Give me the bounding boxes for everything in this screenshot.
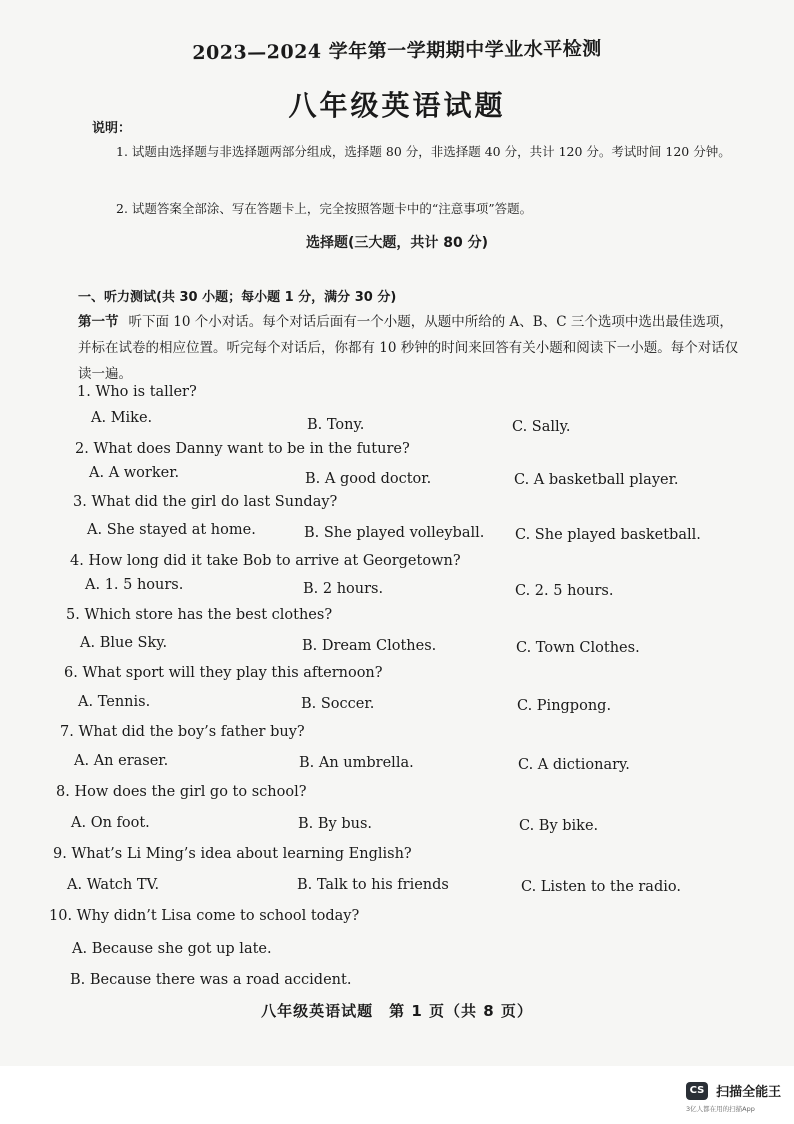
question: 3. What did the girl do last Sunday? xyxy=(73,494,338,510)
subject-title: 八年级英语试题 xyxy=(288,89,506,122)
question: 10. Why didn’t Lisa come to school today? xyxy=(49,908,360,924)
question: 6. What sport will they play this afternoon? xyxy=(64,665,383,681)
option-c: C. By bike. xyxy=(519,818,599,834)
option-a: A. Blue Sky. xyxy=(80,635,168,651)
option-a: A. Mike. xyxy=(91,410,153,426)
question: 8. How does the girl go to school? xyxy=(56,784,307,800)
option-a: A. Because she got up late. xyxy=(72,941,272,957)
sub-section-instructions xyxy=(78,309,742,387)
sub-section-text: 听下面 10 个小对话。每个对话后面有一个小题，从题中所给的 A、B、C 三个选项中选出最佳选项，并标在试卷的相应位置。听完每个对话后，你都有 10 秒钟的时间来回答有关小题和阅读下一小题。每个对话仅读一遍。 xyxy=(78,314,739,382)
question: 5. Which store has the best clothes? xyxy=(66,607,333,623)
notes-heading: 说明： xyxy=(92,121,132,136)
option-c: C. Listen to the radio. xyxy=(521,879,681,895)
option-a: A. A worker. xyxy=(89,465,180,481)
watermark-name: 扫描全能王 xyxy=(716,1085,782,1100)
option-c: C. She played basketball. xyxy=(515,527,701,543)
sub-section-label: 第一节 xyxy=(78,314,119,330)
option-a: A. On foot. xyxy=(71,815,150,831)
watermark-tagline: 3亿人都在用的扫描App xyxy=(686,1105,755,1113)
option-b: B. A good doctor. xyxy=(305,471,432,487)
page-footer: 八年级英语试题 第 1 页（共 8 页） xyxy=(261,1002,533,1020)
exam-title: 2023—2024 学年第一学期期中学业水平检测 xyxy=(192,37,602,65)
option-b: B. Dream Clothes. xyxy=(302,638,437,654)
option-c: C. A dictionary. xyxy=(518,757,630,773)
camscanner-logo-icon: CS xyxy=(686,1082,708,1100)
section-heading: 选择题(三大题，共计 80 分) xyxy=(305,235,489,251)
option-a: A. She stayed at home. xyxy=(87,522,256,538)
option-c: C. Town Clothes. xyxy=(516,640,640,656)
option-c: C. A basketball player. xyxy=(514,472,679,488)
question: 4. How long did it take Bob to arrive at Georgetown? xyxy=(70,553,461,569)
option-b: B. By bus. xyxy=(298,816,373,832)
option-b: B. Talk to his friends xyxy=(297,877,449,893)
question: 1. Who is taller? xyxy=(77,384,197,400)
option-b: B. Tony. xyxy=(307,417,365,433)
question: 9. What’s Li Ming’s idea about learning English? xyxy=(53,846,412,862)
scanner-watermark xyxy=(686,1080,781,1100)
option-c: C. 2. 5 hours. xyxy=(515,583,614,599)
question: 2. What does Danny want to be in the future? xyxy=(75,441,410,457)
option-b: B. 2 hours. xyxy=(303,581,384,597)
part-heading: 一、听力测试(共 30 小题；每小题 1 分，满分 30 分) xyxy=(78,290,397,305)
option-a: A. 1. 5 hours. xyxy=(85,577,184,593)
option-b: B. Soccer. xyxy=(301,696,375,712)
option-b: B. An umbrella. xyxy=(299,755,414,771)
option-a: A. Watch TV. xyxy=(67,877,160,893)
note-item: 1. 试题由选择题与非选择题两部分组成，选择题 80 分，非选择题 40 分，共计 120 分。考试时间 120 分钟。 xyxy=(116,144,731,159)
option-b: B. She played volleyball. xyxy=(304,525,485,541)
option-a: A. An eraser. xyxy=(74,753,169,769)
note-item: 2. 试题答案全部涂、写在答题卡上，完全按照答题卡中的“注意事项”答题。 xyxy=(116,201,533,216)
question: 7. What did the boy’s father buy? xyxy=(60,724,305,740)
option-c: C. Pingpong. xyxy=(517,698,612,714)
option-c: C. Sally. xyxy=(512,419,571,435)
option-a: A. Tennis. xyxy=(78,694,151,710)
option-b: B. Because there was a road accident. xyxy=(70,972,352,988)
